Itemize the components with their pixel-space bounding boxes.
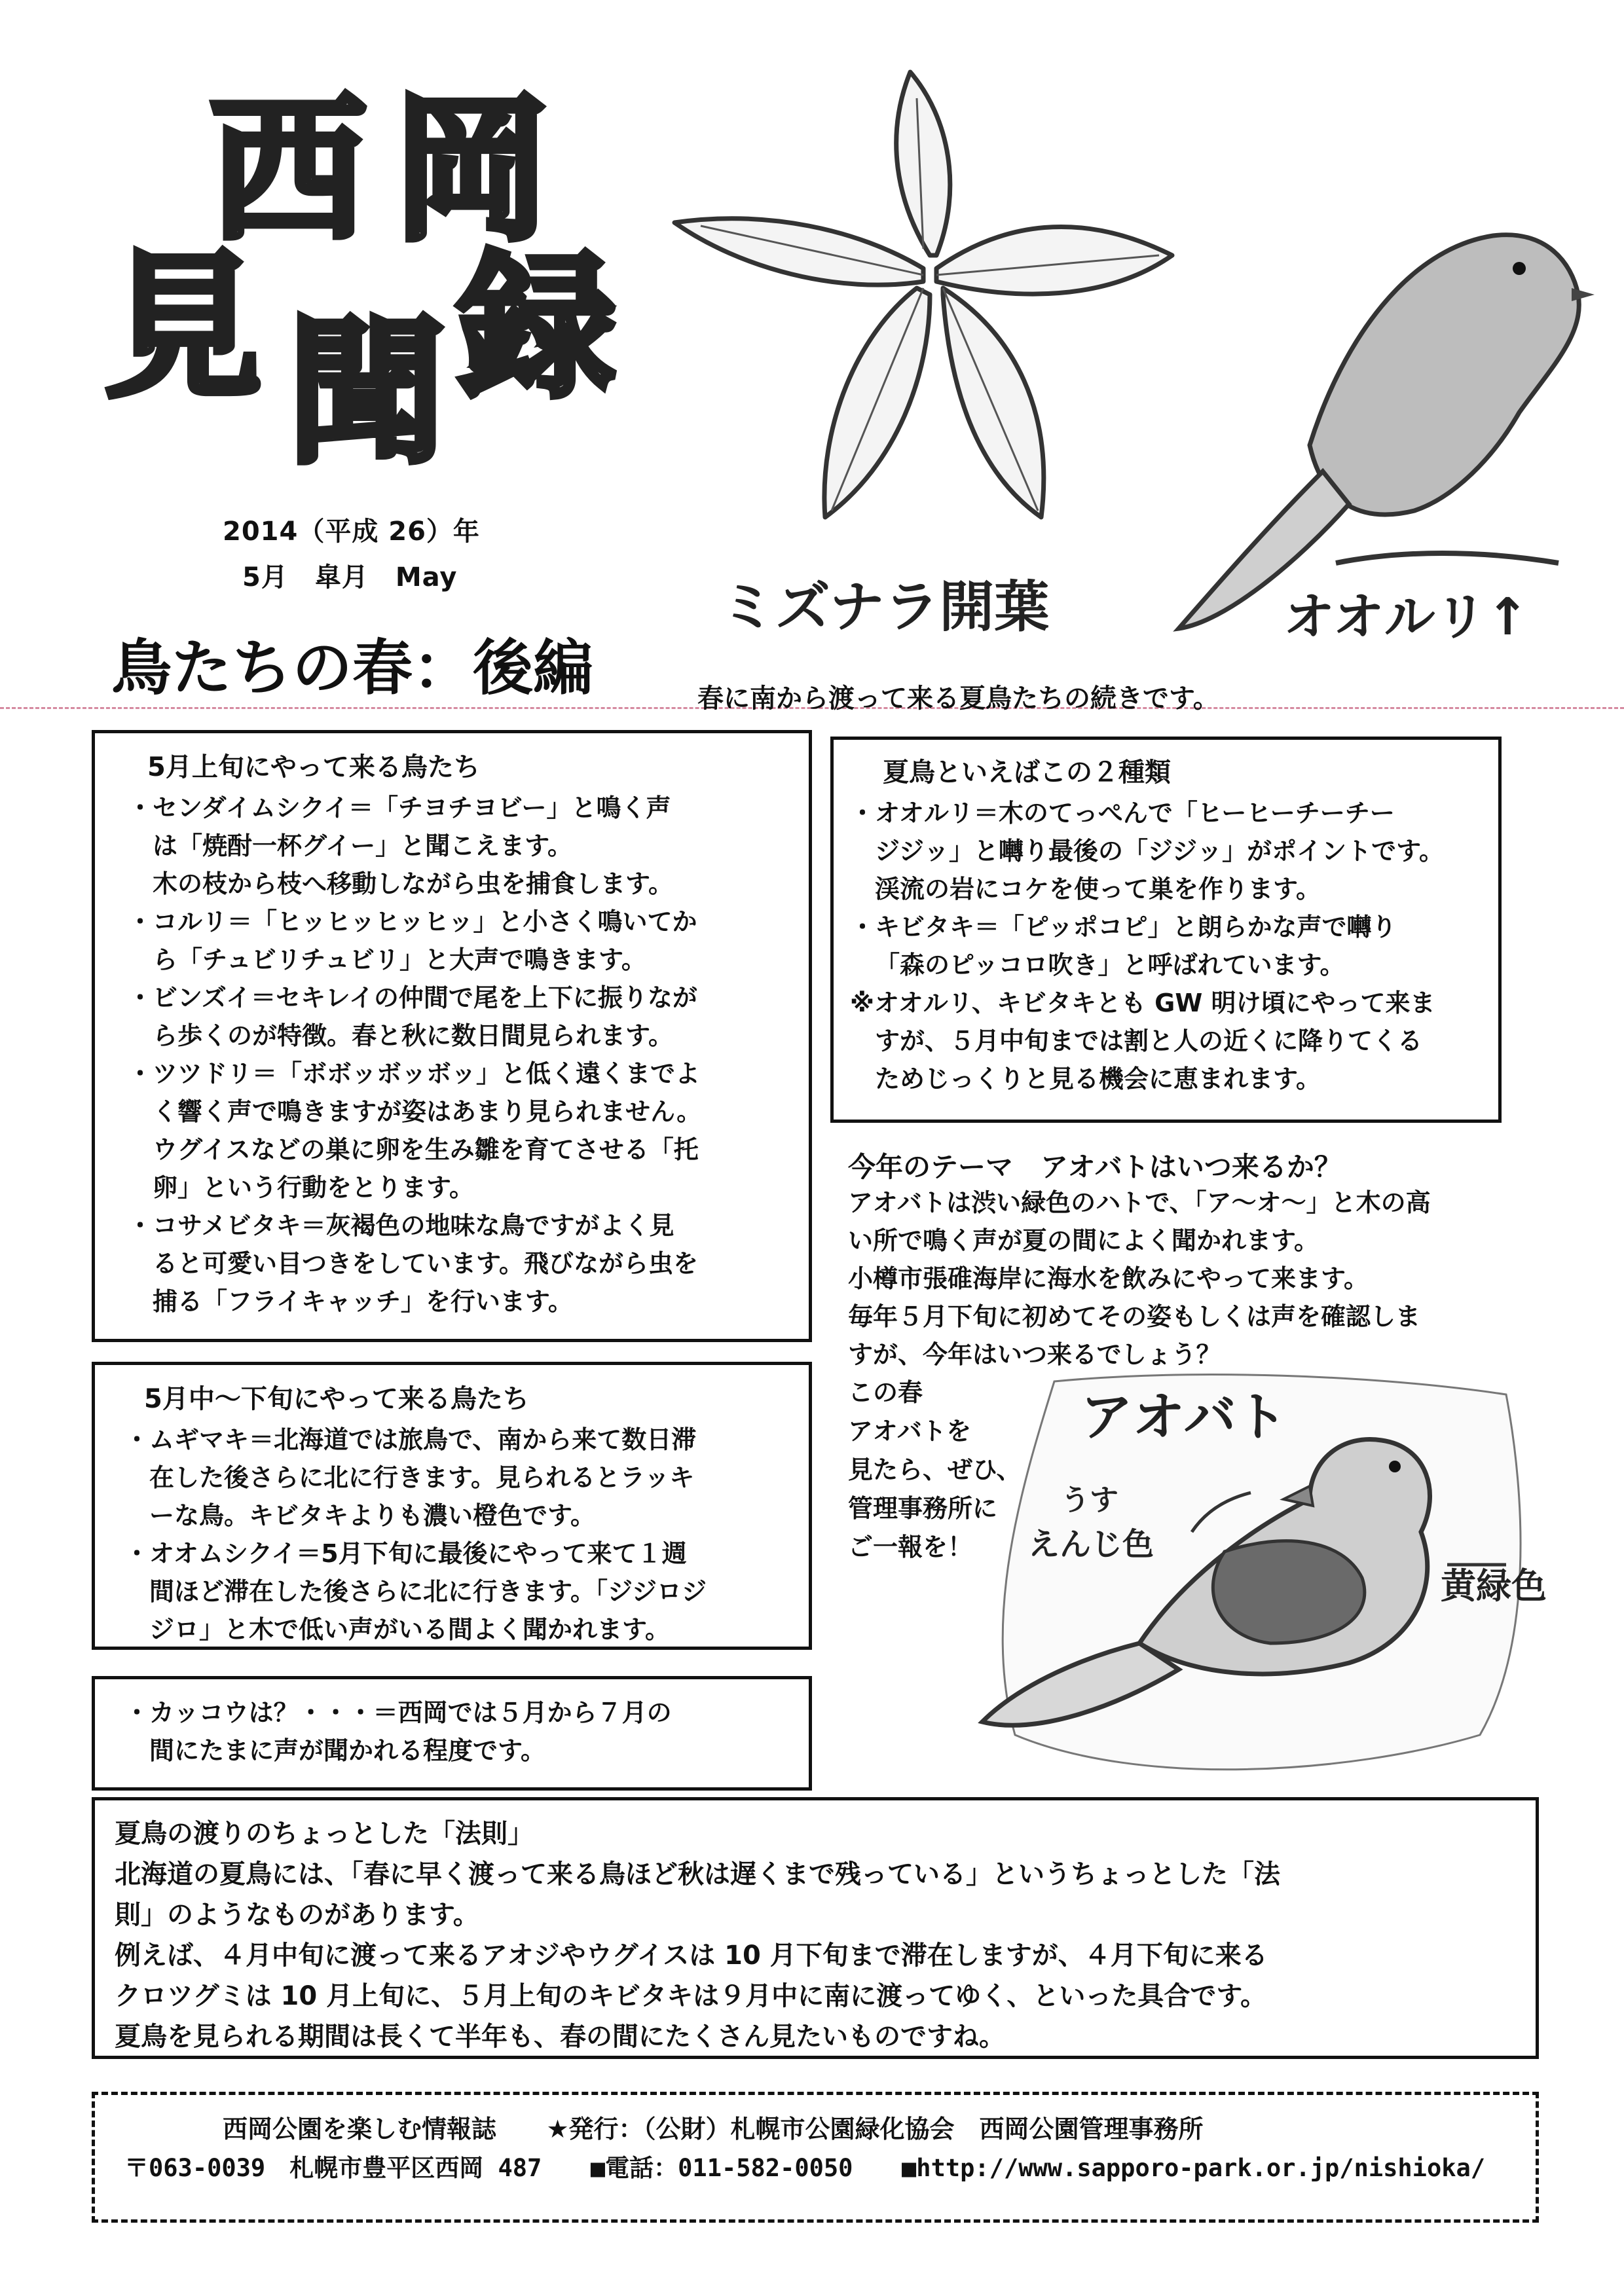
theme-title: 今年のテーマ アオバトはいつ来るか？ (848, 1151, 1342, 1183)
title-char-5: 録 (458, 236, 616, 419)
migration-rule-title: 夏鳥の渡りのちょっとした「法則」 (115, 1819, 534, 1849)
two-species-title: 夏鳥といえばこの２種類 (883, 757, 1171, 788)
address: 〒063-0039 札幌市豊平区西岡 487 (124, 2154, 542, 2182)
theme-text: アオバトは渋い緑色のハトで、「ア～オ～」と木の高 い所で鳴く声が夏の間によく聞かれます。 小樽市張碓海岸に海水を飲みにやって来ます。 毎年５月下旬に初めてその姿もしくは声を確認しま すが、今年はいつ来るでしょう？ (848, 1188, 1431, 1369)
late-may-title: 5月中～下旬にやって来る鳥たち (144, 1384, 529, 1414)
list-item: ・センダイムシクイ＝「チヨチヨビー」と鳴く声 は「焼酎一杯グイー」と聞こえます。 木の枝から枝へ移動しながら虫を捕食します。 (128, 793, 673, 898)
pigeon-note-beak: うす (1061, 1484, 1118, 1517)
title-char-2: 岡 (393, 79, 551, 262)
cuckoo-text: ・カッコウは？・・・＝西岡では５月から７月の 間にたまに声が聞かれる程度です。 (124, 1698, 672, 1765)
footer (92, 2092, 1539, 2223)
early-may-title: 5月上旬にやって来る鳥たち (147, 752, 480, 782)
list-item: ・コサメビタキ＝灰褐色の地味な鳥ですがよく見 ると可愛い目つきをしています。飛びながら虫を 捕る「フライキャッチ」を行います。 (128, 1211, 698, 1316)
late-may-box (92, 1362, 812, 1650)
title-char-3: 見 (105, 236, 263, 419)
cuckoo-box (92, 1676, 812, 1791)
pigeon-note-beak-color: えんじ色 (1028, 1526, 1154, 1563)
early-may-box (92, 730, 812, 1342)
publication-name: 西岡公園を楽しむ情報誌 (223, 2115, 497, 2143)
phone: ■電話：011-582-0050 (590, 2154, 853, 2182)
website-link[interactable]: ■http://www.sapporo-park.or.jp/nishioka/ (902, 2154, 1486, 2182)
early-may-list (128, 789, 796, 1321)
list-item: ・オオルリ＝木のてっぺんで「ヒーヒーチーチー ジジッ」と囀り最後の「ジジッ」がポイントです。 渓流の岩にコケを使って巣を作ります。 (850, 799, 1445, 903)
list-item: ・オオムシクイ＝5月下旬に最後にやって来て１週 間ほど滞在した後さらに北に行きます。「ジジロジ ジロ」と木で低い声がいる間よく聞かれます。 (124, 1539, 707, 1644)
page-subtitle: 春に南から渡って来る夏鳥たちの続きです。 (697, 683, 1219, 714)
list-item: ・ツツドリ＝「ボボッボッボッ」と低く遠くまでよ く響く声で鳴きますが姿はあまり見られません。 ウグイスなどの巣に卵を生み雛を育てさせる「托 卵」という行動をとります。 (128, 1059, 702, 1202)
title-char-1: 西 (210, 79, 367, 262)
pigeon-caption: アオバト (1080, 1387, 1287, 1448)
list-item: ・ムギマキ＝北海道では旅鳥で、南から来て数日滞 在した後さらに北に行きます。見られるとラッキ ーな鳥。キビタキよりも濃い橙色です。 (124, 1425, 697, 1530)
issue-month: 5月 皐月 May (242, 562, 458, 592)
late-may-list (124, 1421, 796, 1649)
bird-caption: オオルリ↑ (1283, 588, 1530, 647)
page-title: 鳥たちの春：後編 (111, 633, 594, 703)
title-char-4: 聞 (288, 301, 446, 484)
pigeon-note-body-color: 黄緑色 (1441, 1565, 1547, 1607)
migration-rule-box (92, 1797, 1539, 2059)
mizunara-leaf-illustration (648, 59, 1185, 556)
theme-call-to-action: この春 アオバトを 見たら、ぜひ、 管理事務所に ご一報を！ (848, 1378, 1022, 1561)
list-item: ・コルリ＝「ヒッヒッヒッヒッ」と小さく鳴いてか ら「チュビリチュビリ」と大声で鳴きます。 (128, 907, 697, 974)
footer-line-1 (124, 2109, 1522, 2149)
two-species-box (830, 737, 1502, 1123)
issue-year: 2014（平成 26）年 (223, 517, 480, 547)
leaf-caption: ミズナラ開葉 (720, 575, 1050, 639)
two-species-list (850, 794, 1488, 1098)
publisher: ★発行：（公財）札幌市公園緑化協会 西岡公園管理事務所 (546, 2115, 1204, 2143)
list-item: ・キビタキ＝「ピッポコピ」と朗らかな声で囀り 「森のピッコロ吹き」と呼ばれています。 (850, 913, 1397, 979)
list-item: ・ビンズイ＝セキレイの仲間で尾を上下に振りなが ら歩くのが特徴。春と秋に数日間見られます。 (128, 983, 697, 1050)
migration-rule-text: 夏鳥の渡りのちょっとした「法則」 北海道の夏鳥には、「春に早く渡って来る鳥ほど秋は遅くまで残っている」というちょっとした「法 則」のようなものがあります。 例えば、４月中旬に渡って来るアオジやウグイスは 10 月下旬まで滞在しますが、４月下旬に来る クロツグミは 10 月上旬に、５月上旬のキビタキは９月中に南に渡ってゆく、といった具合です。 夏鳥を見られる期間は長くて半年も、春の間にたくさん見たいものですね。 (115, 1813, 1519, 2057)
footer-line-2 (124, 2149, 1522, 2188)
list-item: ※オオルリ、キビタキとも GW 明け頃にやって来ま すが、５月中旬までは割と人の近くに降りてくる ためじっくりと見る機会に恵まれます。 (850, 989, 1435, 1093)
